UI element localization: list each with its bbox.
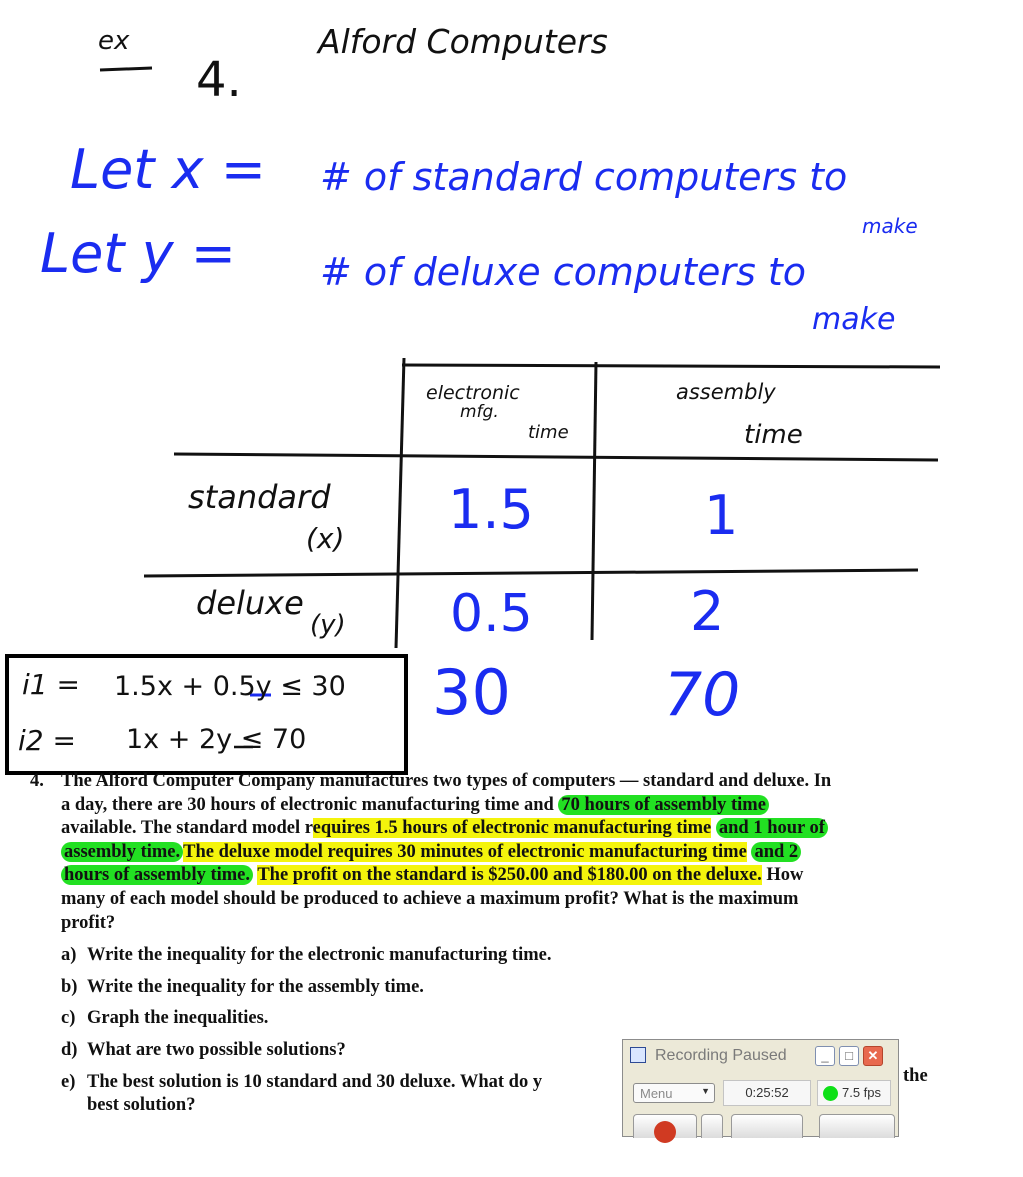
row-standard-label: standard bbox=[188, 478, 331, 516]
assembly-total: 70 bbox=[664, 660, 741, 730]
let-x-definition-cont: make bbox=[862, 214, 918, 238]
close-button[interactable]: ✕ bbox=[863, 1046, 883, 1066]
inequality-1-expression: 1.5x + 0.5y ≤ 30 bbox=[114, 671, 346, 702]
col-assembly-header: assembly bbox=[676, 380, 776, 404]
highlight-standard-assembly-a: and 1 hour of bbox=[716, 818, 828, 838]
question-item bbox=[61, 1007, 960, 1031]
question-text: Graph the inequalities. bbox=[87, 1008, 269, 1029]
standard-assembly-value: 1 bbox=[704, 484, 739, 547]
status-dot-icon bbox=[823, 1086, 838, 1101]
question-e-tail: the bbox=[903, 1066, 928, 1086]
standard-electronic-value: 1.5 bbox=[448, 478, 534, 541]
highlight-deluxe-electronic: The deluxe model requires 30 minutes of electronic manufacturing time bbox=[183, 841, 747, 862]
col-electronic-header-3: time bbox=[528, 422, 569, 443]
recorder-window[interactable] bbox=[622, 1039, 899, 1137]
let-x-prefix: Let x = bbox=[70, 138, 267, 201]
toolbar-button[interactable] bbox=[819, 1114, 895, 1138]
problem-sentence-5: many of each model should be produced to achieve a maximum profit? What is the maximum bbox=[61, 888, 799, 909]
recorder-titlebar[interactable] bbox=[627, 1044, 895, 1066]
electronic-total: 30 bbox=[432, 656, 511, 729]
question-item bbox=[61, 944, 960, 968]
question-text: Write the inequality for the assembly time. bbox=[87, 976, 424, 997]
maximize-button[interactable]: □ bbox=[839, 1046, 859, 1066]
let-y-definition: # of deluxe computers to bbox=[320, 250, 807, 294]
recorder-title: Recording Paused bbox=[655, 1047, 787, 1064]
deluxe-electronic-value: 0.5 bbox=[450, 584, 533, 644]
question-text: What are two possible solutions? bbox=[87, 1039, 346, 1060]
col-assembly-header-2: time bbox=[744, 420, 803, 450]
recorder-app-icon bbox=[630, 1047, 646, 1063]
chevron-down-icon: ▼ bbox=[701, 1086, 710, 1096]
highlight-deluxe-assembly-b: hours of assembly time. bbox=[61, 865, 253, 885]
problem-sentence-6: profit? bbox=[61, 912, 116, 933]
problem-sentence-1: The Alford Computer Company manufactures two types of computers — standard and deluxe. In bbox=[61, 771, 832, 791]
pause-button[interactable] bbox=[701, 1114, 723, 1138]
table-row-line bbox=[144, 570, 918, 576]
inequality-2-expression: 1x + 2y ≤ 70 bbox=[126, 724, 307, 755]
elapsed-time: 0:25:52 bbox=[723, 1080, 811, 1106]
handwritten-title: Alford Computers bbox=[318, 22, 608, 61]
table-header-line bbox=[174, 454, 938, 460]
question-letter: a) bbox=[61, 945, 77, 966]
highlight-profit: The profit on the standard is $250.00 and $180.00 on the deluxe. bbox=[257, 865, 762, 886]
menu-label: Menu bbox=[640, 1086, 673, 1101]
highlight-assembly-available: 70 hours of assembly time bbox=[558, 795, 769, 815]
problem-paragraph bbox=[61, 770, 960, 935]
fps-value: 7.5 fps bbox=[842, 1085, 882, 1100]
let-x-definition: # of standard computers to bbox=[320, 155, 848, 199]
table-vline-right bbox=[592, 362, 596, 640]
problem-number-handwritten: 4. bbox=[196, 52, 242, 108]
problem-number: 4. bbox=[30, 771, 44, 791]
table-top-line bbox=[402, 365, 940, 367]
record-button[interactable] bbox=[633, 1114, 697, 1138]
question-text: Write the inequality for the electronic manufacturing time. bbox=[87, 945, 552, 966]
ex-underline bbox=[100, 68, 152, 70]
question-text-cont: best solution? bbox=[87, 1095, 196, 1116]
fps-readout bbox=[817, 1080, 891, 1106]
question-letter: e) bbox=[61, 1071, 76, 1092]
question-item bbox=[61, 976, 960, 1000]
let-y-definition-cont: make bbox=[812, 302, 896, 337]
question-letter: b) bbox=[61, 976, 78, 997]
row-deluxe-var: (y) bbox=[310, 610, 346, 640]
question-letter: d) bbox=[61, 1039, 78, 1060]
record-icon bbox=[654, 1121, 676, 1143]
stop-button[interactable] bbox=[731, 1114, 803, 1138]
problem-sentence-4: How bbox=[766, 865, 804, 886]
row-deluxe-label: deluxe bbox=[196, 584, 304, 622]
col-electronic-header-2: mfg. bbox=[460, 402, 499, 422]
question-letter: c) bbox=[61, 1008, 76, 1029]
deluxe-assembly-value: 2 bbox=[690, 580, 725, 643]
ex-label: ex bbox=[98, 26, 130, 56]
recorder-menu-dropdown[interactable] bbox=[633, 1083, 715, 1103]
table-vline-left bbox=[396, 358, 404, 648]
inequality-1-label: i1 = bbox=[22, 668, 80, 701]
problem-sentence-2: a day, there are 30 hours of electronic manufacturing time and bbox=[61, 794, 554, 815]
row-standard-var: (x) bbox=[306, 522, 345, 555]
question-text: The best solution is 10 standard and 30 deluxe. What do y bbox=[87, 1071, 543, 1092]
minimize-button[interactable]: _ bbox=[815, 1046, 835, 1066]
inequality-2-label: i2 = bbox=[18, 724, 76, 757]
let-y-prefix: Let y = bbox=[40, 222, 237, 285]
highlight-standard-assembly-b: assembly time. bbox=[61, 842, 183, 862]
highlight-deluxe-assembly-a: and 2 bbox=[751, 842, 801, 862]
highlight-standard-electronic: equires 1.5 hours of electronic manufacturing time bbox=[312, 818, 712, 839]
problem-sentence-3: available. The standard model r bbox=[61, 818, 313, 839]
col-electronic-header: electronic bbox=[426, 382, 520, 404]
